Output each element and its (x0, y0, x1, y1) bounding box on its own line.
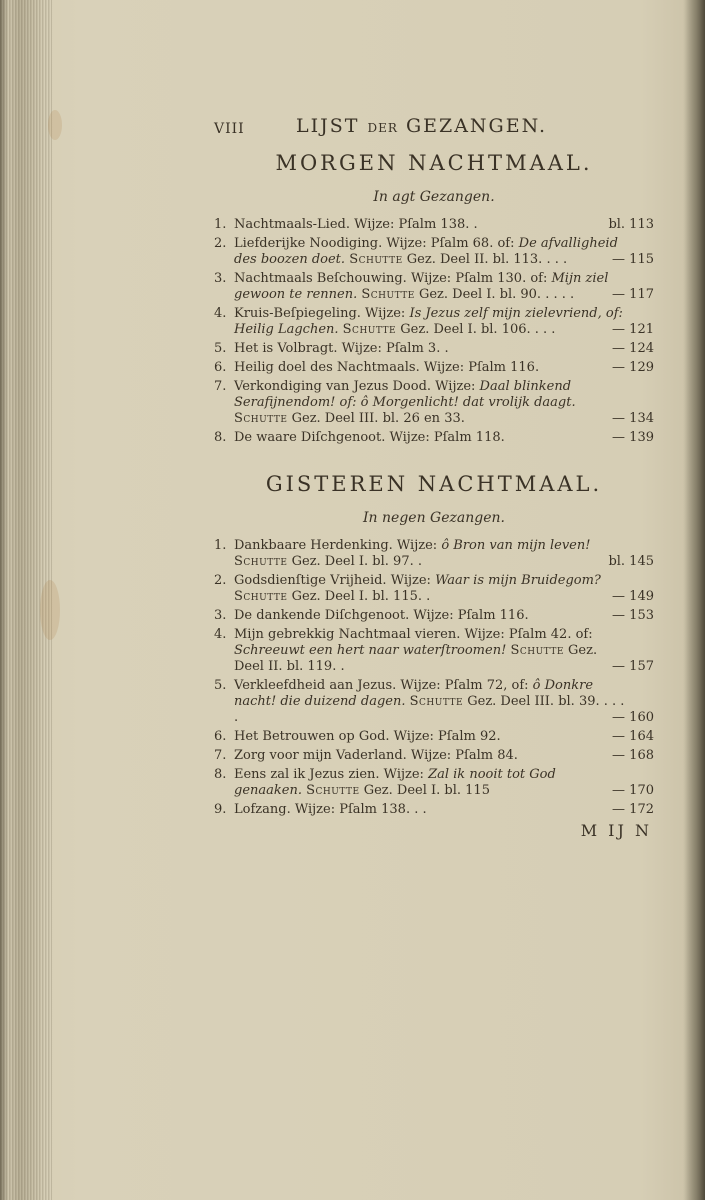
entry-author: Schutte (306, 783, 360, 798)
entry-text: Nachtmaals Beſchouwing. Wijze: Pſalm 130. of: (234, 271, 548, 286)
entry-page: — 124 (612, 341, 654, 356)
entry-text: Zorg voor mijn Vaderland. Wijze: Pſalm 84. (234, 748, 518, 763)
entry-number: 9. (214, 802, 227, 817)
entry-text: De dankende Diſchgenoot. Wijze: Pſalm 116. (234, 608, 529, 623)
entry-ref: Gez. Deel I. bl. 90. . . . . (418, 287, 575, 302)
entry-page: — 134 (612, 411, 654, 426)
list-item (214, 729, 654, 745)
entry-melody: Mijn ziel gewoon te rennen. (234, 271, 609, 302)
entry-ref: Gez. Deel I. bl. 106. . . . (400, 322, 556, 337)
entry-page: — 172 (612, 802, 654, 817)
page-edge-right (683, 0, 705, 1200)
entry-number: 3. (214, 271, 227, 286)
entry-text: Kruis-Beſpiegeling. Wijze: (234, 306, 406, 321)
list-item (214, 573, 654, 605)
entry-text: Liefderijke Noodiging. Wijze: Pſalm 68. of: (234, 236, 515, 251)
entry-ref: Gez. Deel III. bl. 39. . . . . (234, 694, 625, 725)
entry-ref: Gez. Deel I. bl. 97. . (291, 554, 422, 569)
folio: VIII (214, 121, 245, 137)
entry-ref: Gez. Deel I. bl. 115. . (291, 589, 431, 604)
entry-page: — 139 (612, 430, 654, 445)
entry-number: 4. (214, 306, 227, 321)
entry-ref: Gez. Deel III. bl. 26 en 33. (291, 411, 465, 426)
entry-ref: Gez. Deel I. bl. 115 (363, 783, 490, 798)
entry-number: 4. (214, 627, 227, 642)
list-item (214, 271, 654, 303)
entry-melody: Schreeuwt een hert naar waterſtroomen! (234, 643, 507, 658)
entry-page: — 117 (612, 287, 654, 302)
entry-melody: Zal ik nooit tot God genaaken. (234, 767, 556, 798)
entry-author: Schutte (409, 694, 464, 709)
list-item (214, 767, 654, 799)
running-head (214, 115, 654, 143)
entry-page: bl. 145 (608, 554, 654, 569)
running-title-a: LIJST (296, 115, 360, 137)
entry-page: — 168 (612, 748, 654, 763)
running-title-c: GEZANGEN. (405, 115, 548, 137)
entry-number: 2. (214, 236, 227, 251)
entry-number: 6. (214, 360, 227, 375)
entry-number: 5. (214, 341, 227, 356)
list-item (214, 379, 654, 427)
list-item (214, 748, 654, 764)
list-item (214, 627, 654, 675)
entry-page: bl. 113 (608, 217, 654, 232)
page-content (214, 115, 654, 840)
entry-author: Schutte (234, 554, 288, 569)
list-item (214, 217, 654, 233)
list-item (214, 802, 654, 818)
entry-author: Schutte (342, 322, 397, 337)
entry-page: — 121 (612, 322, 654, 337)
entry-author: Schutte (234, 589, 288, 604)
entry-ref: Gez. Deel II. bl. 113. . . . (406, 252, 568, 267)
entry-text: Eens zal ik Jezus zien. Wijze: (234, 767, 424, 782)
entry-melody: De afvalligheid des boozen doet. (234, 236, 618, 267)
list-item (214, 306, 654, 338)
list-item (214, 538, 654, 570)
section-subtitle: In agt Gezangen. (373, 189, 495, 205)
entry-text: Verkleefdheid aan Jezus. Wijze: Pſalm 72, of: (234, 678, 529, 693)
entry-number: 5. (214, 678, 227, 693)
entry-page: — 115 (612, 252, 654, 267)
entry-melody: ô Bron van mijn leven! (441, 538, 591, 553)
entry-text: Nachtmaals-Lied. Wijze: Pſalm 138. . (234, 217, 478, 232)
running-title-b: DER (367, 121, 398, 135)
entry-melody: Daal blinkend Serafijnendom! of: ô Morgenlicht! dat vrolijk daagt. (234, 379, 576, 410)
list-item (214, 430, 654, 446)
entry-page: — 153 (612, 608, 654, 623)
list-item (214, 608, 654, 624)
entry-melody: Waar is mijn Bruidegom? (435, 573, 601, 588)
section-subtitle: In negen Gezangen. (363, 510, 505, 526)
section-title: GISTEREN NACHTMAAL. (265, 472, 603, 496)
entry-author: Schutte (510, 643, 564, 658)
entry-page: — 149 (612, 589, 654, 604)
entry-page: — 164 (612, 729, 654, 744)
entry-text: De waare Diſchgenoot. Wijze: Pſalm 118. (234, 430, 505, 445)
section-title: MORGEN NACHTMAAL. (275, 151, 593, 175)
entry-text: Verkondiging van Jezus Dood. Wijze: (234, 379, 476, 394)
entry-page: — 170 (612, 783, 654, 798)
entry-number: 8. (214, 767, 227, 782)
entry-text: Lofzang. Wijze: Pſalm 138. . . (234, 802, 427, 817)
entry-page: — 157 (612, 659, 654, 674)
running-title (296, 115, 547, 137)
entry-author: Schutte (234, 411, 288, 426)
entry-text: Mijn gebrekkig Nachtmaal vieren. Wijze: Pſalm 42. of: (234, 627, 593, 642)
paper-stain (40, 580, 60, 640)
entry-text: Het is Volbragt. Wijze: Pſalm 3. . (234, 341, 449, 356)
entry-number: 6. (214, 729, 227, 744)
list-item (214, 341, 654, 357)
section-gisteren-nachtmaal (214, 470, 654, 818)
entry-text: Het Betrouwen op God. Wijze: Pſalm 92. (234, 729, 501, 744)
entry-author: Schutte (349, 252, 403, 267)
entry-number: 1. (214, 217, 227, 232)
entry-number: 2. (214, 573, 227, 588)
entry-text: Heilig doel des Nachtmaals. Wijze: Pſalm 116. (234, 360, 540, 375)
entry-page: — 160 (612, 710, 654, 725)
entry-text: Dankbaare Herdenking. Wijze: (234, 538, 438, 553)
paper-stain (48, 110, 62, 140)
list-item (214, 678, 654, 726)
entry-number: 7. (214, 379, 227, 394)
entry-number: 7. (214, 748, 227, 763)
list-item (214, 236, 654, 268)
entry-number: 3. (214, 608, 227, 623)
entry-number: 8. (214, 430, 227, 445)
entry-author: Schutte (361, 287, 415, 302)
entry-ref: Gez. Deel II. bl. 119. . (234, 643, 598, 674)
catchword: M IJ N (580, 821, 652, 840)
entry-page: — 129 (612, 360, 654, 375)
entry-text: Godsdienſtige Vrijheid. Wijze: (234, 573, 431, 588)
entry-melody: Is Jezus zelf mijn zielevriend, of: Heilig Lagchen. (234, 306, 623, 337)
entry-number: 1. (214, 538, 227, 553)
list-item (214, 360, 654, 376)
section-morgen-nachtmaal (214, 149, 654, 446)
entry-melody: ô Donkre nacht! die duizend dagen. (234, 678, 594, 709)
